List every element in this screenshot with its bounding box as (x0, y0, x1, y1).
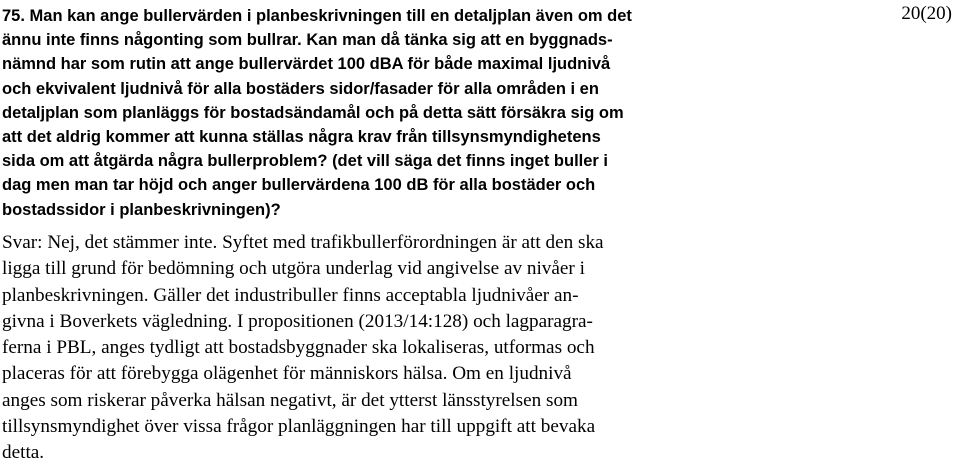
answer-paragraph (2, 230, 742, 467)
answer-line: planbeskrivningen. Gäller det industribuller finns acceptabla ljudnivåer an- (2, 284, 579, 306)
answer-line: givna i Boverkets vägledning. I propositionen (2013/14:128) och lagparagra- (2, 310, 593, 332)
question-line: och ekvivalent ljudnivå för alla bostäders sidor/fasader för alla områden i en (2, 79, 599, 98)
question-line: att det aldrig kommer att kunna ställas några krav från tillsynsmyndighetens (2, 128, 601, 147)
page-number: 20(20) (901, 3, 952, 24)
answer-line: placeras för att förebygga olägenhet för människors hälsa. Om en ljudnivå (2, 363, 572, 385)
question-line: sida om att åtgärda några bullerproblem? (det vill säga det finns inget buller i (2, 152, 609, 171)
question-paragraph (2, 4, 742, 222)
answer-line: anges som riskerar påverka hälsan negativt, är det ytterst länsstyrelsen som (2, 389, 578, 411)
answer-line: detta. (2, 442, 45, 464)
question-line: detaljplan som planläggs för bostadsändamål och på detta sätt försäkra sig om (2, 103, 624, 122)
question-line: ännu inte finns någonting som bullrar. Kan man då tänka sig att en byggnads- (2, 31, 613, 50)
answer-line: ligga till grund för bedömning och utgöra underlag vid angivelse av nivåer i (2, 258, 585, 280)
answer-line: tillsynsmyndighet över vissa frågor planläggningen har till uppgift att bevaka (2, 416, 596, 438)
question-line: nämnd har som rutin att ange bullervärdet 100 dBA för både maximal ljudnivå (2, 55, 611, 74)
question-line: dag men man tar höjd och anger bullervärdena 100 dB för alla bostäder och (2, 176, 596, 195)
question-line: 75. Man kan ange bullervärden i planbeskrivningen till en detaljplan även om det (2, 7, 632, 25)
answer-first-line-text: Nej, det stämmer inte. Syftet med trafikbullerförordningen är att den ska (42, 232, 604, 253)
answer-label: Svar: (2, 232, 43, 253)
question-line: bostadssidor i planbeskrivningen)? (2, 200, 281, 219)
answer-first-line (2, 230, 742, 256)
answer-line: ferna i PBL, anges tydligt att bostadsbyggnader ska lokaliseras, utformas och (2, 337, 595, 359)
